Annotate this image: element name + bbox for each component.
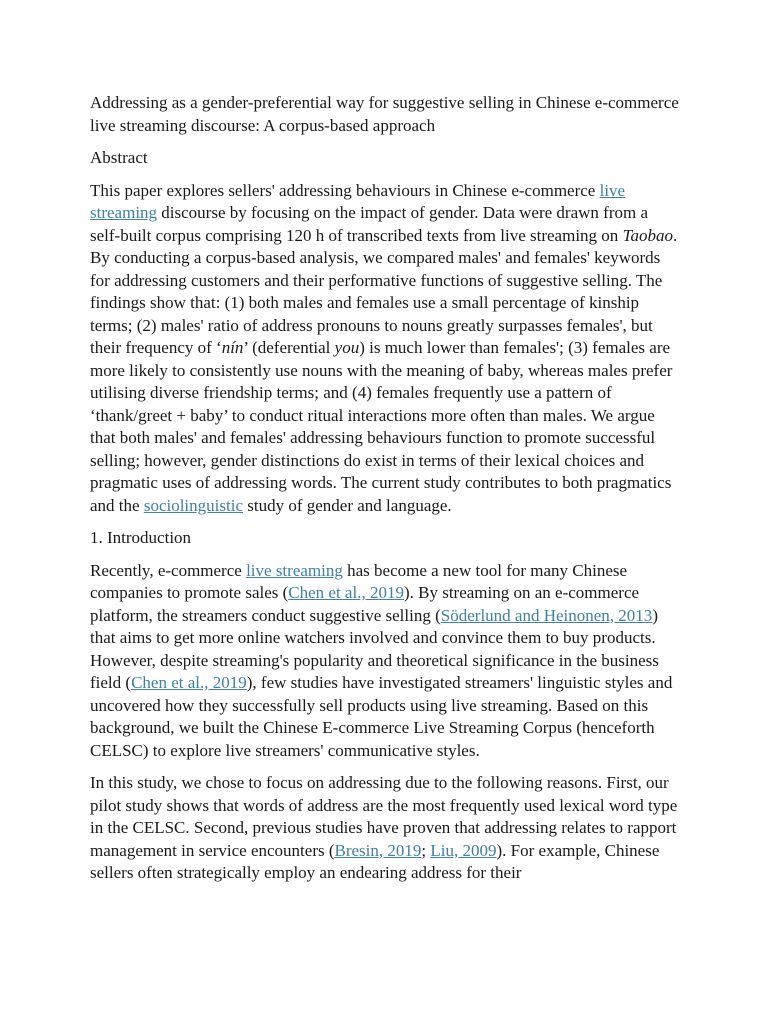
abstract-text: discourse by focusing on the impact of gender. Data were drawn from a self-built corpus comprising 120 h of transcribed texts from live streaming on xyxy=(90,203,648,245)
intro-paragraph-2 xyxy=(90,772,682,885)
body-text: ), few studies have investigated streamers' linguistic styles and uncovered how they successfully sell products using live streaming. Based on this background, we built the Chinese E-commerce Live Streaming Corpus (henceforth CELSC) to explore live streamers' communicative styles. xyxy=(90,673,673,760)
citation-link-soderlund-2013[interactable]: Söderlund and Heinonen, 2013 xyxy=(440,605,653,625)
article-title: Addressing as a gender-preferential way for suggestive selling in Chinese e-commerce live streaming discourse: A corpus-based approach xyxy=(90,93,679,135)
abstract-text: This paper explores sellers' addressing behaviours in Chinese e-commerce xyxy=(90,180,600,200)
citation-link-chen-2019[interactable]: Chen et al., 2019 xyxy=(131,673,247,692)
body-text: ; xyxy=(421,840,431,860)
link-live-streaming[interactable]: live streaming xyxy=(90,180,626,222)
citation-link-chen-2019[interactable]: Chen et al., 2019 xyxy=(288,583,404,602)
abstract-text: . By conducting a corpus-based analysis, we compared males' and females' keywords for addressing customers and their performative functions of suggestive selling. The findings show that: (1) both males and females use a small percentage of kinship terms; (2) males' ratio of address pronouns to nouns greatly surpasses females', but their frequency of ‘ xyxy=(90,225,678,357)
link-live-streaming[interactable]: live streaming xyxy=(246,560,343,580)
body-text: Recently, e-commerce xyxy=(90,560,247,580)
body-text: In this study, we chose to focus on addressing due to the following reasons. First, our pilot study shows that words of address are the most frequently used lexical word type in the CELSC. Second, previous studies have proven that addressing relates to rapport management in service encounters ( xyxy=(90,773,678,860)
abstract-heading: Abstract xyxy=(90,148,148,167)
citation-link-bresin-2019[interactable]: Bresin, 2019 xyxy=(334,840,422,860)
body-text: ). For example, Chinese sellers often strategically employ an endearing address for their xyxy=(90,840,660,882)
body-text: has become a new tool for many Chinese companies to promote sales ( xyxy=(90,560,628,602)
abstract-text: study of gender and language. xyxy=(243,495,452,515)
emphasis-taobao: Taobao xyxy=(622,225,673,245)
body-text: ) that aims to get more online watchers involved and convince them to buy products. However, despite streaming's popularity and theoretical significance in the business field ( xyxy=(90,605,659,692)
emphasis-you: you xyxy=(334,338,360,357)
emphasis-nin: nín xyxy=(221,338,244,357)
citation-link-liu-2009[interactable]: Liu, 2009 xyxy=(430,840,497,860)
abstract-text: ) is much lower than females'; (3) females are more likely to consistently use nouns with the meaning of baby, whereas males prefer utilising diverse friendship terms; and (4) females frequently use a pattern of ‘thank/greet + baby’ to conduct ritual interactions more often than males. We argue that both males' and females' addressing behaviours function to promote successful selling; however, gender distinctions do exist in terms of their lexical choices and pragmatic uses of addressing words. The current study contributes to both pragmatics and the xyxy=(90,338,673,515)
abstract-text: ’ (deferential xyxy=(243,338,335,357)
section-heading-introduction: 1. Introduction xyxy=(90,528,192,547)
intro-paragraph-1 xyxy=(90,560,682,763)
abstract-paragraph xyxy=(90,180,682,518)
body-text: ). By streaming on an e-commerce platform, the streamers conduct suggestive selling ( xyxy=(90,583,640,625)
link-sociolinguistic[interactable]: sociolinguistic xyxy=(143,495,243,515)
article-page xyxy=(90,92,682,895)
